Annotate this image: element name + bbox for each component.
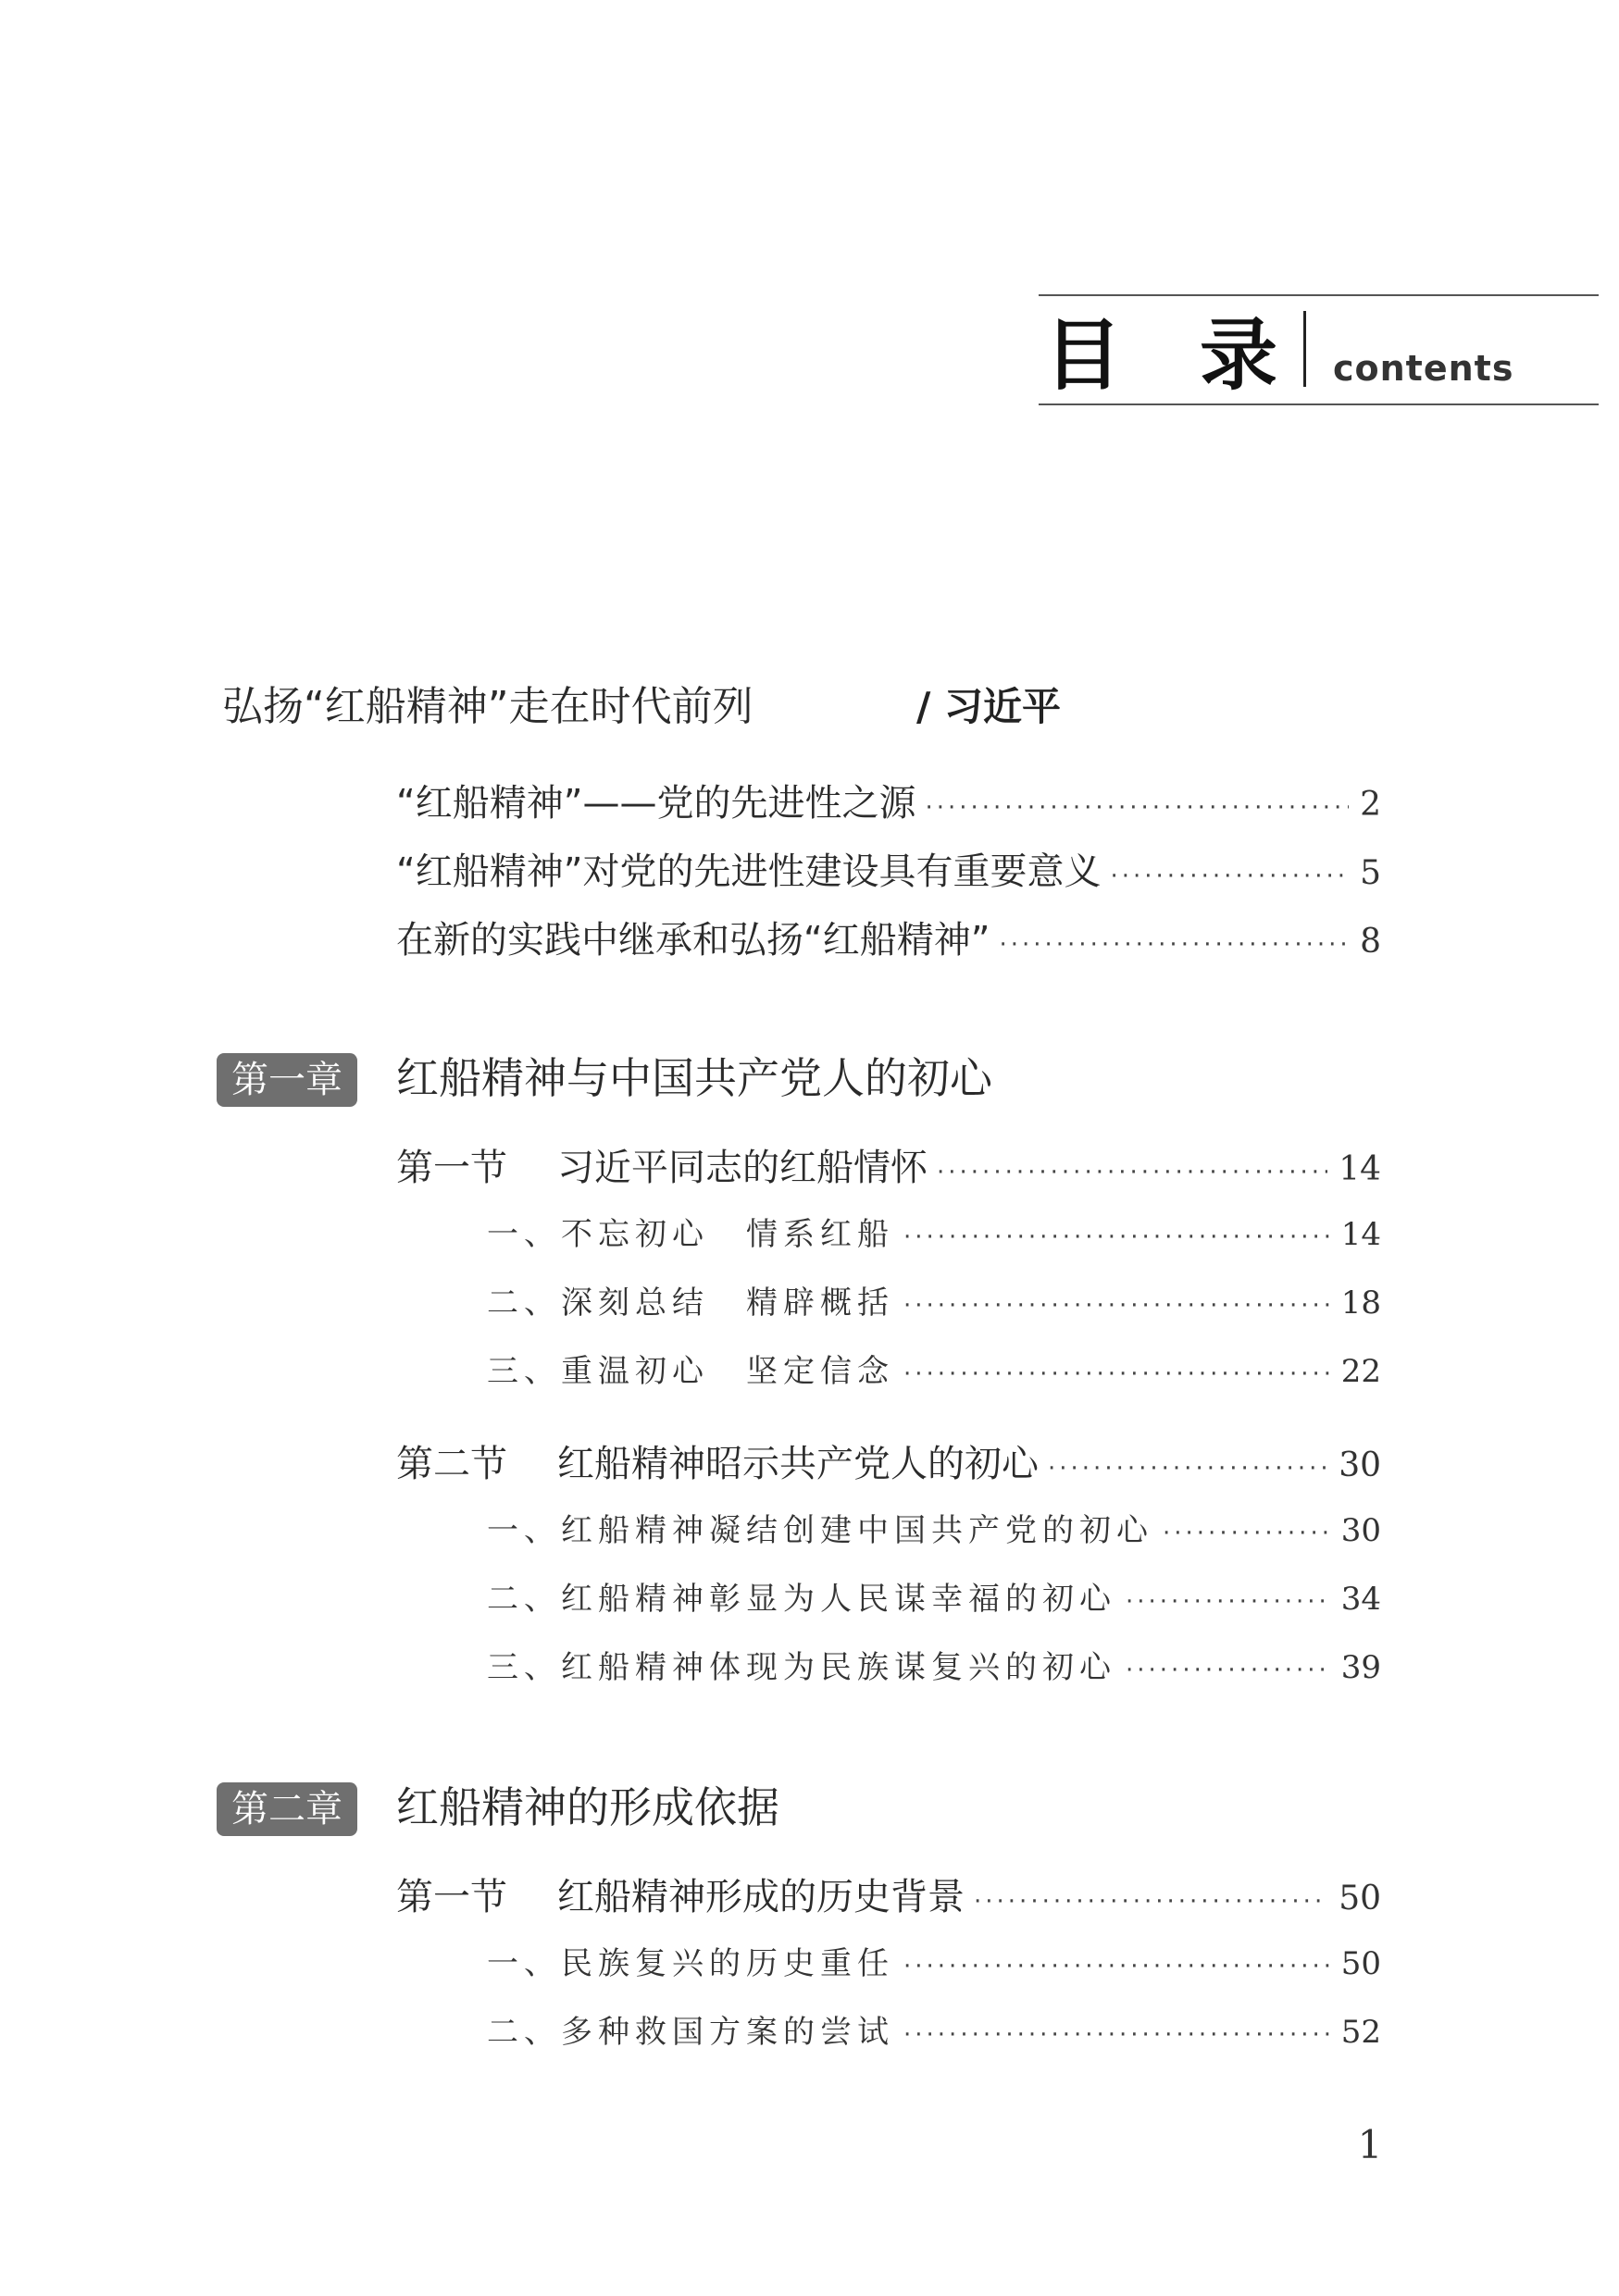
chapter-badge: 第二章 <box>217 1782 357 1836</box>
leader-dots <box>903 1352 1330 1396</box>
preface-item[interactable] <box>396 848 1381 900</box>
leader-dots <box>903 1284 1330 1328</box>
leader-dots <box>999 921 1349 969</box>
toc-page-number: 2 <box>1360 786 1381 824</box>
preface-title: 弘扬“红船精神”走在时代前列 <box>222 683 753 730</box>
leader-dots <box>925 784 1349 832</box>
section-label: 第二节 <box>396 1443 507 1485</box>
preface-author: / 习近平 <box>916 684 1061 729</box>
chapter-title[interactable]: 红船精神与中国共产党人的初心 <box>396 1053 992 1103</box>
leader-dots <box>1126 1580 1330 1624</box>
toc-title: 目 录 <box>1044 310 1278 401</box>
toc-entry-text: “红船精神”——党的先进性之源 <box>396 782 916 825</box>
header-top-rule <box>1039 294 1599 296</box>
leader-dots <box>903 2013 1330 2057</box>
toc-page-number: 39 <box>1340 1649 1381 1686</box>
toc-entry-text: 二、深刻总结 精辟概括 <box>487 1285 894 1322</box>
leader-dots <box>903 1944 1330 1989</box>
subsection-entry[interactable] <box>487 1212 1381 1260</box>
section-title: 习近平同志的红船情怀 <box>557 1147 928 1189</box>
subsection-entry[interactable] <box>487 1349 1381 1396</box>
toc-page-number: 50 <box>1340 1945 1381 1982</box>
toc-page-number: 30 <box>1339 1446 1381 1484</box>
section-label: 第一节 <box>396 1876 507 1918</box>
toc-entry-text: 三、重温初心 坚定信念 <box>487 1353 894 1390</box>
toc-page-number: 18 <box>1340 1285 1381 1322</box>
toc-page-number: 14 <box>1339 1150 1381 1188</box>
leader-dots <box>1163 1511 1330 1556</box>
toc-entry-text: 二、多种救国方案的尝试 <box>487 2014 894 2051</box>
subsection-entry[interactable] <box>487 1577 1381 1624</box>
section-title: 红船精神形成的历史背景 <box>557 1876 965 1918</box>
toc-page-number: 34 <box>1340 1581 1381 1618</box>
toc-entry-text: “红船精神”对党的先进性建设具有重要意义 <box>396 850 1102 893</box>
section-entry[interactable] <box>396 1440 1381 1493</box>
toc-page-number: 5 <box>1360 854 1381 892</box>
leader-dots <box>1110 852 1349 900</box>
section-label: 第一节 <box>396 1147 507 1189</box>
subsection-entry[interactable] <box>487 1645 1381 1693</box>
subsection-entry[interactable] <box>487 1508 1381 1556</box>
subsection-entry[interactable] <box>487 2010 1381 2057</box>
leader-dots <box>937 1148 1327 1197</box>
toc-entry-text: 在新的实践中继承和弘扬“红船精神” <box>396 919 990 962</box>
leader-dots <box>974 1878 1327 1926</box>
subsection-entry[interactable] <box>487 1942 1381 1989</box>
chapter-badge: 第一章 <box>217 1053 357 1107</box>
toc-page-number: 52 <box>1340 2014 1381 2051</box>
leader-dots <box>1126 1648 1330 1693</box>
preface-item[interactable] <box>396 779 1381 832</box>
header-bottom-rule <box>1039 403 1599 405</box>
chapter-title[interactable]: 红船精神的形成依据 <box>396 1782 779 1832</box>
header-divider <box>1303 311 1306 387</box>
toc-subtitle-en: contents <box>1333 348 1514 389</box>
toc-entry-text: 二、红船精神彰显为人民谋幸福的初心 <box>487 1581 1116 1618</box>
preface-item[interactable] <box>396 916 1381 969</box>
toc-entry-text: 三、红船精神体现为民族谋复兴的初心 <box>487 1649 1116 1686</box>
page-number: 1 <box>1357 2122 1383 2167</box>
toc-page-number: 50 <box>1339 1880 1381 1917</box>
section-entry[interactable] <box>396 1873 1381 1926</box>
toc-entry-text: 一、不忘初心 情系红船 <box>487 1216 894 1253</box>
toc-page-number: 30 <box>1340 1512 1381 1549</box>
toc-entry-text: 一、民族复兴的历史重任 <box>487 1945 894 1982</box>
leader-dots <box>903 1215 1330 1260</box>
section-title: 红船精神昭示共产党人的初心 <box>557 1443 1039 1485</box>
toc-page-number: 14 <box>1340 1216 1381 1253</box>
toc-entry-text: 一、红船精神凝结创建中国共产党的初心 <box>487 1512 1153 1549</box>
toc-page-number: 8 <box>1360 923 1381 961</box>
leader-dots <box>1048 1445 1327 1493</box>
subsection-entry[interactable] <box>487 1281 1381 1328</box>
toc-page-number: 22 <box>1340 1353 1381 1390</box>
section-entry[interactable] <box>396 1144 1381 1197</box>
